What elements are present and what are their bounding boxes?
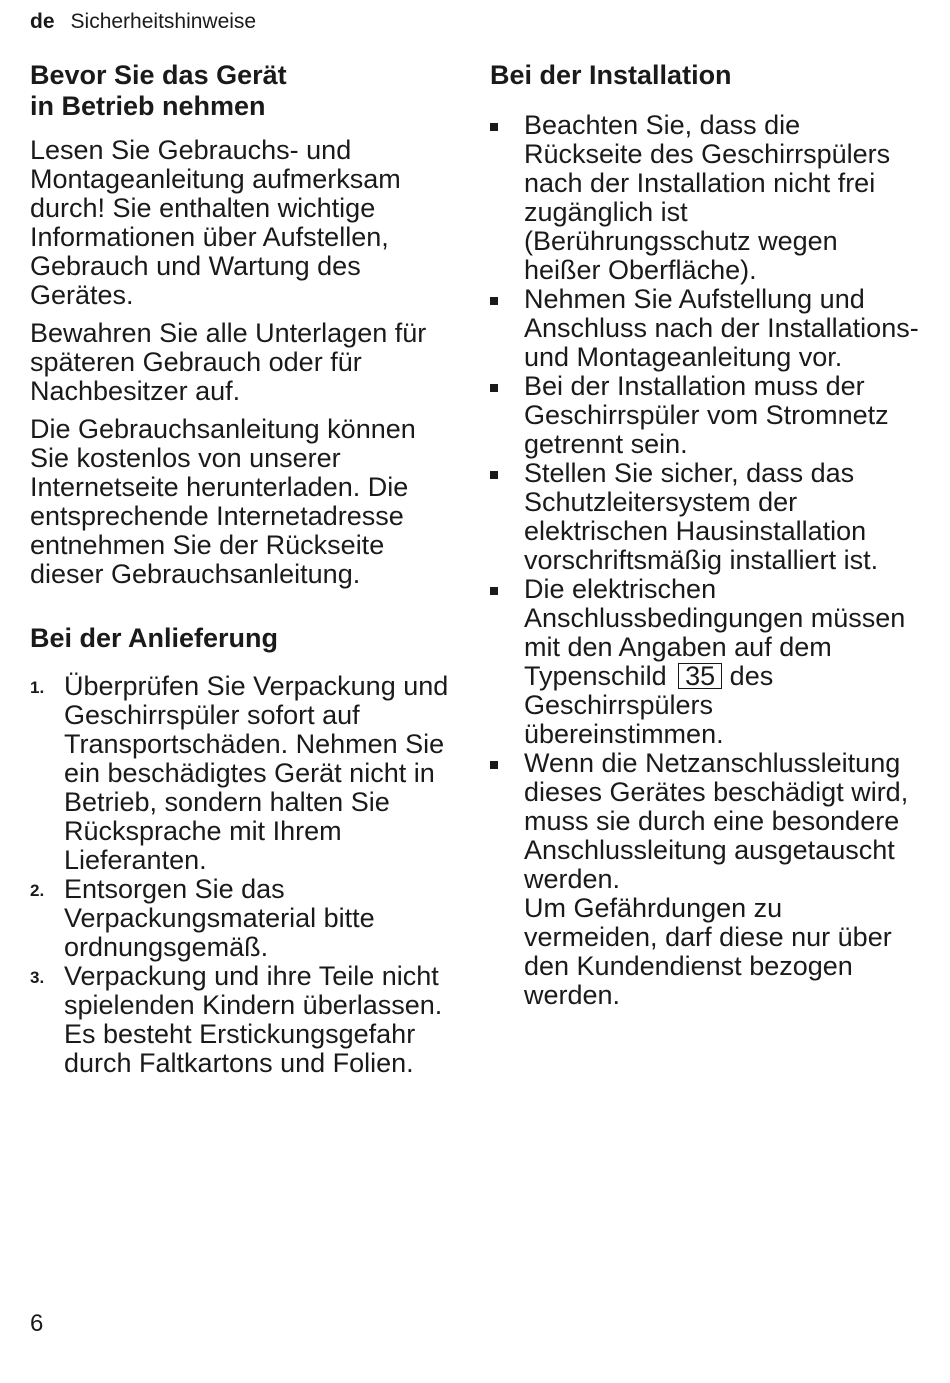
- delivery-step: [30, 875, 455, 962]
- delivery-heading: Bei der Anlieferung: [30, 623, 279, 653]
- before-use-paragraph: Lesen Sie Gebrauchs- und Montageanleitung aufmerksam durch! Sie enthalten wichtige Informationen über Aufstellen, Gebrauch und Wartung des Gerätes.: [30, 135, 401, 310]
- step-number: 2.: [30, 881, 45, 900]
- installation-list: [490, 111, 920, 1010]
- before-use-paragraph: Bewahren Sie alle Unterlagen für späteren Gebrauch oder für Nachbesitzer auf.: [30, 318, 427, 406]
- step-text: Verpackung und ihre Teile nicht spielenden Kindern überlassen. Es besteht Erstickungsgefahr durch Faltkartons und Folien.: [64, 961, 443, 1078]
- before-use-heading-line2: in Betrieb nehmen: [30, 91, 266, 121]
- step-number: 3.: [30, 968, 45, 987]
- before-use-paragraph: Die Gebrauchsanleitung können Sie kostenlos von unserer Internetseite herunterladen. Die entsprechende Internetadresse entnehmen Sie der Rückseite dieser Gebrauchsanleitung.: [30, 414, 416, 589]
- delivery-step: [30, 962, 455, 1078]
- delivery-steps: [30, 672, 455, 1078]
- step-number: 1.: [30, 678, 45, 697]
- item-text: Um Gefährdungen zu vermeiden, darf diese nur über den Kundendienst bezogen werden.: [524, 893, 892, 1010]
- installation-item: [490, 372, 920, 459]
- delivery-step: [30, 672, 455, 875]
- item-text: Beachten Sie, dass die Rückseite des Geschirrspülers nach der Installation nicht frei zugänglich ist (Berührungsschutz wegen heißer Oberfläche).: [524, 110, 891, 285]
- right-column: [490, 60, 920, 1010]
- item-text: Die elektrischen Anschlussbedingungen müssen mit den Angaben auf dem Typenschild: [524, 574, 906, 691]
- installation-heading: Bei der Installation: [490, 60, 732, 90]
- installation-item: [490, 749, 920, 1010]
- bullet-square-icon: [490, 471, 498, 479]
- left-column: [30, 60, 455, 1078]
- rating-plate-reference-box: 35: [678, 663, 722, 689]
- step-text: Entsorgen Sie das Verpackungsmaterial bitte ordnungsgemäß.: [64, 874, 375, 962]
- bullet-square-icon: [490, 123, 498, 131]
- item-text: Wenn die Netzanschlussleitung dieses Gerätes beschädigt wird, muss sie durch eine besondere Anschlussleitung ausgetauscht werden.: [524, 748, 909, 894]
- before-use-heading-line1: Bevor Sie das Gerät: [30, 60, 287, 90]
- installation-item: [490, 285, 920, 372]
- before-use-heading: [30, 60, 455, 122]
- item-text: Nehmen Sie Aufstellung und Anschluss nach der Installations- und Montageanleitung vor.: [524, 284, 919, 372]
- page-number: 6: [30, 1310, 44, 1337]
- installation-item: [490, 459, 920, 575]
- installation-item: [490, 111, 920, 285]
- page-header: [30, 8, 256, 36]
- bullet-square-icon: [490, 587, 498, 595]
- item-text: Stellen Sie sicher, dass das Schutzleitersystem der elektrischen Hausinstallation vorschriftsmäßig installiert ist.: [524, 458, 879, 575]
- bullet-square-icon: [490, 761, 498, 769]
- step-text: Überprüfen Sie Verpackung und Geschirrspüler sofort auf Transportschäden. Nehmen Sie ein beschädigtes Gerät nicht in Betrieb, sondern halten Sie Rücksprache mit Ihrem Lieferanten.: [64, 671, 449, 875]
- bullet-square-icon: [490, 384, 498, 392]
- bullet-square-icon: [490, 297, 498, 305]
- item-text: des Geschirrspülers übereinstimmen.: [524, 661, 774, 749]
- section-title: Sicherheitshinweise: [70, 10, 257, 33]
- item-text: Bei der Installation muss der Geschirrspüler vom Stromnetz getrennt sein.: [524, 371, 889, 459]
- language-code: de: [30, 10, 55, 33]
- installation-item: [490, 575, 920, 749]
